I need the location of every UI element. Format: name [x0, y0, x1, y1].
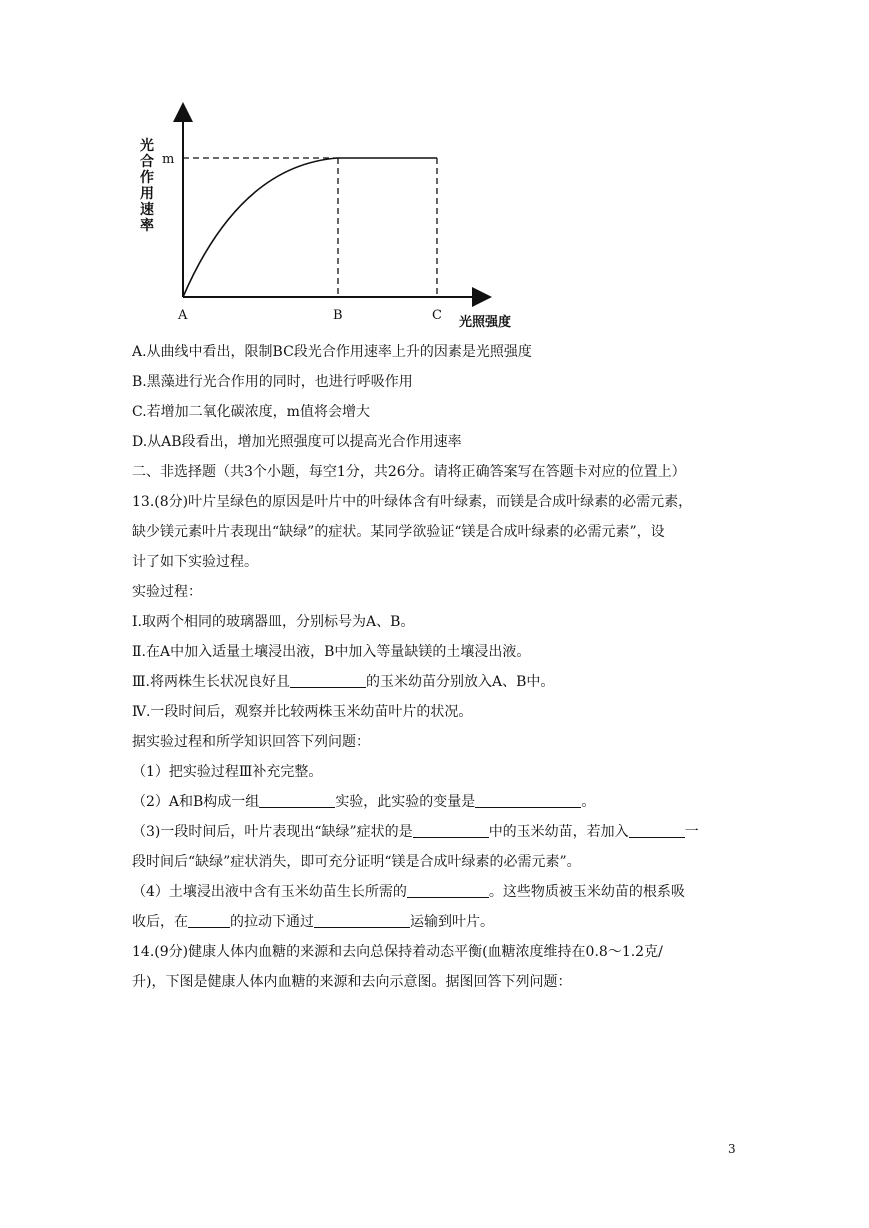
- option-d: D.从AB段看出，增加光照强度可以提高光合作用速率: [132, 434, 462, 450]
- sub-question-2: [132, 792, 595, 812]
- q13-line2: 缺少镁元素叶片表现出“缺绿”的症状。某同学欲验证“镁是合成叶绿素的必需元素”，设: [132, 524, 665, 540]
- sub4-text-b: 。这些物质被玉米幼苗的根系吸: [488, 884, 685, 900]
- page-number: 3: [728, 1142, 736, 1156]
- y-label-char: 光: [140, 138, 154, 154]
- q13-line3: 计了如下实验过程。: [132, 554, 258, 570]
- process-title: 实验过程：: [132, 584, 202, 600]
- answer-blank[interactable]: [475, 793, 581, 808]
- sub3-text-a: （3)一段时间后，叶片表现出“缺绿”症状的是: [132, 824, 413, 840]
- x-point-b: B: [333, 308, 343, 323]
- x-axis-label: 光照强度: [459, 315, 512, 330]
- q14-line1: 14.(9分)健康人体内血糖的来源和去向总保持着动态平衡(血糖浓度维持在0.8～1.2克/: [132, 944, 663, 960]
- y-label-char: 作: [140, 170, 154, 186]
- sub-question-3-line2: 段时间后“缺绿”症状消失，即可充分证明“镁是合成叶绿素的必需元素”。: [132, 854, 581, 870]
- sub4-text-a: （4）土壤浸出液中含有玉米幼苗生长所需的: [132, 884, 407, 900]
- answer-blank[interactable]: [314, 913, 410, 928]
- x-point-c: C: [432, 308, 442, 323]
- step-4: Ⅳ.一段时间后，观察并比较两株玉米幼苗叶片的状况。: [132, 704, 473, 720]
- answer-blank[interactable]: [407, 883, 489, 898]
- sub4-line2-text-a: 收后，在: [132, 914, 188, 930]
- option-a: A.从曲线中看出，限制BC段光合作用速率上升的因素是光照强度: [132, 344, 532, 360]
- step-1: Ⅰ.取两个相同的玻璃器皿，分别标号为A、B。: [132, 614, 415, 630]
- step-3-text-b: 的玉米幼苗分别放入A、B中。: [365, 674, 555, 690]
- y-label-char: 合: [140, 154, 154, 170]
- section-heading: 二、非选择题（共3个小题，每空1分，共26分。请将正确答案写在答题卡对应的位置上）: [132, 464, 686, 480]
- y-tick-m: m: [162, 152, 175, 167]
- answer-blank[interactable]: [259, 793, 335, 808]
- sub2-text-c: 。: [581, 794, 596, 810]
- y-axis-label: [140, 137, 154, 234]
- y-label-char: 速: [140, 202, 154, 218]
- answer-blank[interactable]: [413, 823, 489, 838]
- answer-blank[interactable]: [629, 823, 685, 838]
- option-c: C.若增加二氧化碳浓度，m值将会增大: [132, 404, 370, 420]
- option-b: B.黑藻进行光合作用的同时，也进行呼吸作用: [132, 374, 413, 390]
- sub4-line2-text-b: 的拉动下通过: [230, 914, 314, 930]
- sub2-text-a: （2）A和B构成一组: [132, 794, 260, 810]
- step-2: Ⅱ.在A中加入适量土壤浸出液，B中加入等量缺镁的土壤浸出液。: [132, 644, 531, 660]
- sub2-text-b: 实验，此实验的变量是: [335, 794, 476, 810]
- step-3: [132, 672, 554, 692]
- y-label-char: 率: [140, 218, 154, 234]
- sub3-text-c: 一: [684, 824, 699, 840]
- answer-blank[interactable]: [290, 673, 366, 688]
- sub-question-4: [132, 882, 685, 902]
- sub-question-3: [132, 822, 699, 842]
- answer-blank[interactable]: [188, 913, 230, 928]
- sub-question-1: （1）把实验过程Ⅲ补充完整。: [132, 764, 323, 780]
- rate-curve: [183, 158, 338, 297]
- q14-line2: 升)，下图是健康人体内血糖的来源和去向示意图。据图回答下列问题：: [132, 974, 572, 990]
- x-point-a: A: [178, 308, 188, 323]
- step-3-text-a: Ⅲ.将两株生长状况良好且: [132, 674, 290, 690]
- sub-question-4-line2: [132, 912, 494, 932]
- y-label-char: 用: [140, 186, 154, 202]
- q13-line1: 13.(8分)叶片呈绿色的原因是叶片中的叶绿体含有叶绿素，而镁是合成叶绿素的必需元素，: [132, 494, 693, 510]
- ask-line: 据实验过程和所学知识回答下列问题：: [132, 734, 370, 750]
- sub3-text-b: 中的玉米幼苗，若加入: [488, 824, 629, 840]
- photosynthesis-rate-figure: [120, 100, 540, 340]
- sub4-line2-text-c: 运输到叶片。: [410, 914, 494, 930]
